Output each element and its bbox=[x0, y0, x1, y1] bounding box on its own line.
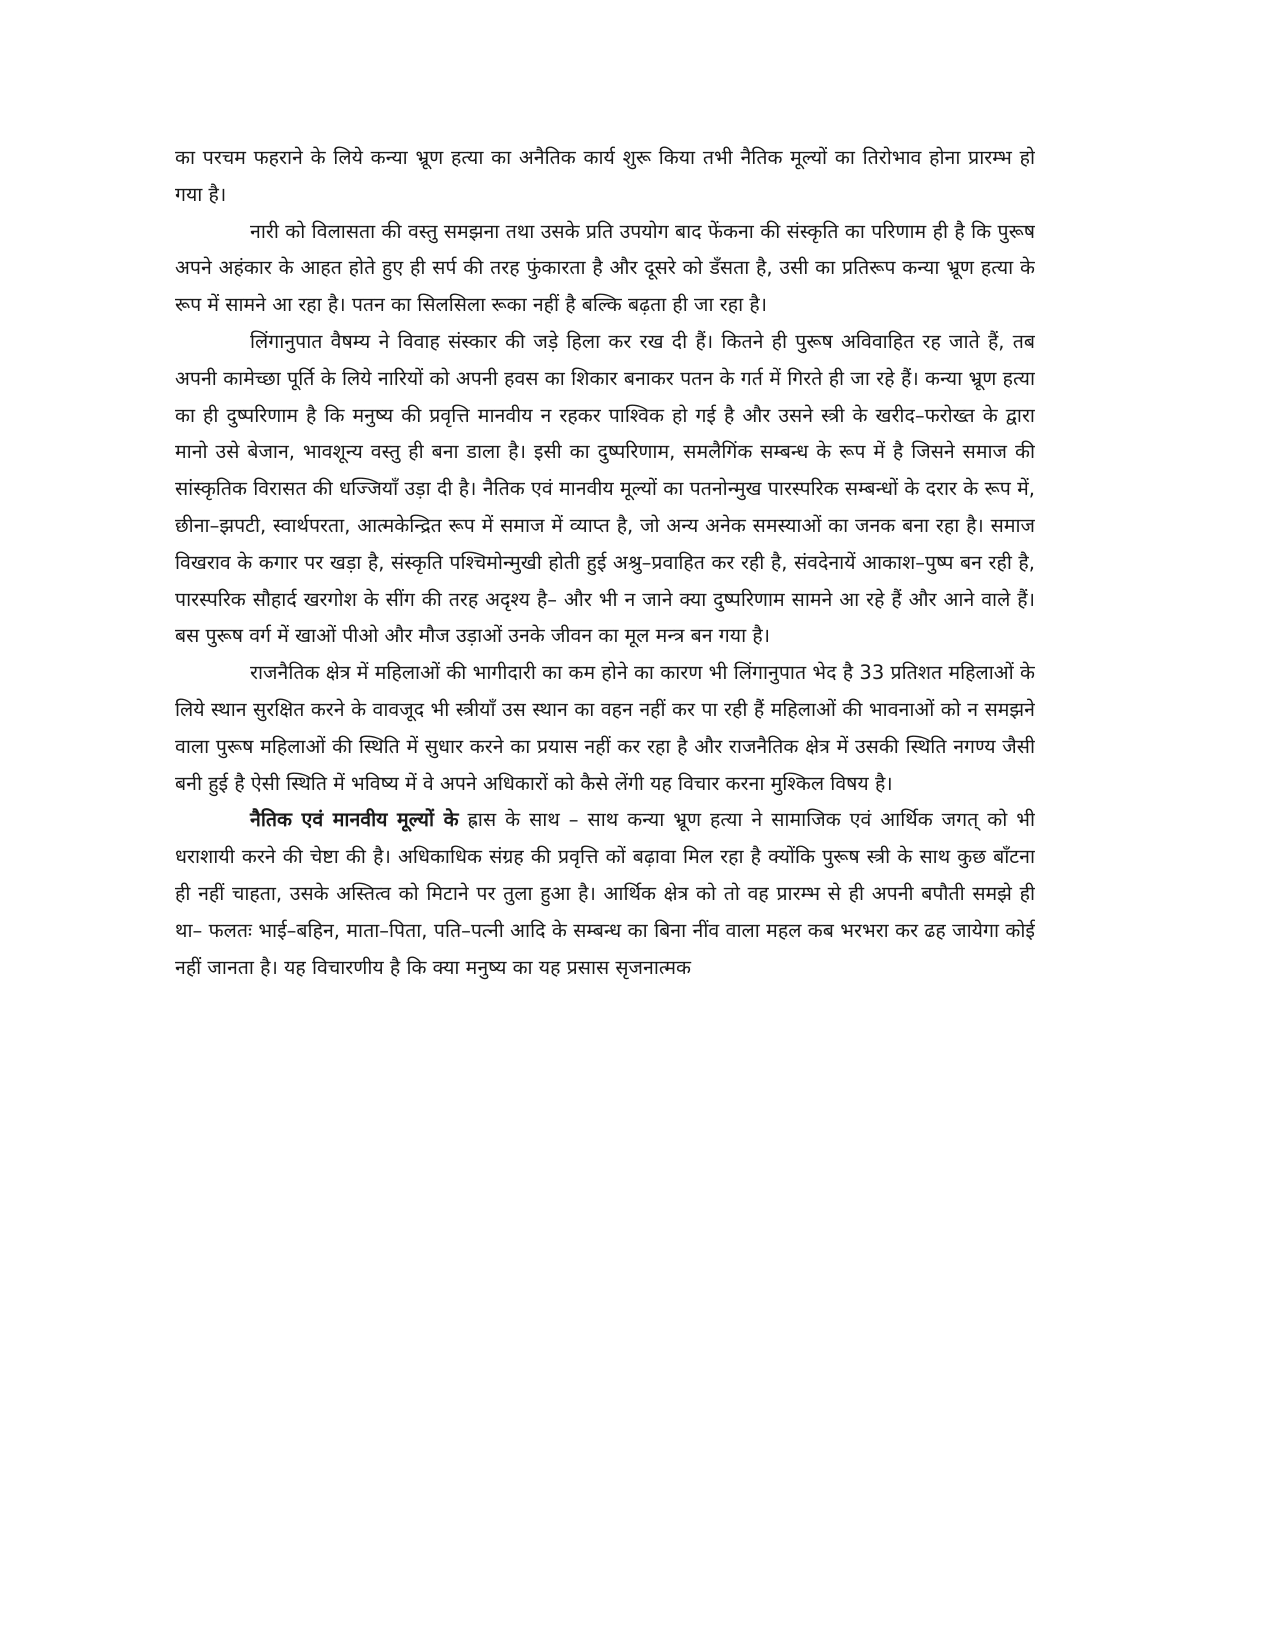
paragraph-4 bbox=[175, 655, 1035, 802]
paragraph-text: नारी को विलासता की वस्तु समझना तथा उसके प्रति उपयोग बाद फेंकना की संस्कृति का परिणाम ही है कि पुरूष अपने अहंकार के आहत होते हुए ही सर्प की तरह फुंकारता है और दूसरे को डँसता है, उसी का प्रतिरूप कन्या भ्रूण हत्या के रूप में सामने आ रहा है। पतन का सिलसिला रूका नहीं है बल्कि बढ़ता ही जा रहा है। bbox=[175, 219, 1035, 317]
document-page bbox=[175, 140, 1035, 1480]
paragraph-3 bbox=[175, 324, 1035, 655]
paragraph-text: राजनैतिक क्षेत्र में महिलाओं की भागीदारी का कम होने का कारण भी लिंगानुपात भेद है 33 प्रतिशत महिलाओं के लिये स्थान सुरक्षित करने के वावजूद भी स्त्रीयाँ उस स्थान का वहन नहीं कर पा रही हैं महिलाओं की भावनाओं को न समझने वाला पुरूष महिलाओं की स्थिति में सुधार करने का प्रयास नहीं कर रहा है और राजनैतिक क्षेत्र में उसकी स्थिति नगण्य जैसी बनी हुई है ऐसी स्थिति में भविष्य में वे अपने अधिकारों को कैसे लेंगी यह विचार करना मुश्किल विषय है। bbox=[175, 661, 1035, 795]
paragraph-text: का परचम फहराने के लिये कन्या भ्रूण हत्या का अनैतिक कार्य शुरू किया तभी नैतिक मूल्यों का तिरोभाव होना प्रारम्भ हो गया है। bbox=[175, 146, 1035, 206]
paragraph-2 bbox=[175, 214, 1035, 324]
paragraph-text: ह्रास के साथ – साथ कन्या भ्रूण हत्या ने सामाजिक एवं आर्थिक जगत् को भी धराशायी करने की चेष्टा की है। अधिकाधिक संग्रह की प्रवृत्ति कों बढ़ावा मिल रहा है क्योंकि पुरूष स्त्री के साथ कुछ बाँटना ही नहीं चाहता, उसके अस्तित्व को मिटाने पर तुला हुआ है। आर्थिक क्षेत्र को तो वह प्रारम्भ से ही अपनी बपौती समझे ही था– फलतः भाई–बहिन, माता–पिता, पति–पत्नी आदि के सम्बन्ध का बिना नींव वाला महल कब भरभरा कर ढह जायेगा कोई नहीं जानता है। यह विचारणीय है कि क्या मनुष्य का यह प्रसास सृजनात्मक bbox=[175, 808, 1035, 979]
bold-lead-phrase: नैतिक एवं मानवीय मूल्यों के bbox=[250, 808, 459, 832]
paragraph-1 bbox=[175, 140, 1035, 214]
paragraph-5 bbox=[175, 802, 1035, 986]
paragraph-text: लिंगानुपात वैषम्य ने विवाह संस्कार की जड़े हिला कर रख दी हैं। कितने ही पुरूष अविवाहित रह जाते हैं, तब अपनी कामेच्छा पूर्ति के लिये नारियों को अपनी हवस का शिकार बनाकर पतन के गर्त में गिरते ही जा रहे हैं। कन्या भ्रूण हत्या का ही दुष्परिणाम है कि मनुष्य की प्रवृत्ति मानवीय न रहकर पाश्विक हो गई है और उसने स्त्री के खरीद–फरोख्त के द्वारा मानो उसे बेजान, भावशून्य वस्तु ही बना डाला है। इसी का दुष्परिणाम, समलैगिंक सम्बन्ध के रूप में है जिसने समाज की सांस्कृतिक विरासत की धज्जियाँ उड़ा दी है। नैतिक एवं मानवीय मूल्यों का पतनोन्मुख पारस्परिक सम्बन्धों के दरार के रूप में, छीना–झपटी, स्वार्थपरता, आत्मकेन्द्रित रूप में समाज में व्याप्त है, जो अन्य अनेक समस्याओं का जनक बना रहा है। समाज विखराव के कगार पर खड़ा है, संस्कृति पश्चिमोन्मुखी होती हुई अश्रु–प्रवाहित कर रही है, संवदेनायें आकाश–पुष्प बन रही है, पारस्परिक सौहार्द खरगोश के सींग की तरह अदृश्य है– और भी न जाने क्या दुष्परिणाम सामने आ रहे हैं और आने वाले हैं। बस पुरूष वर्ग में खाओं पीओ और मौज उड़ाओं उनके जीवन का मूल मन्त्र बन गया है। bbox=[175, 329, 1035, 648]
